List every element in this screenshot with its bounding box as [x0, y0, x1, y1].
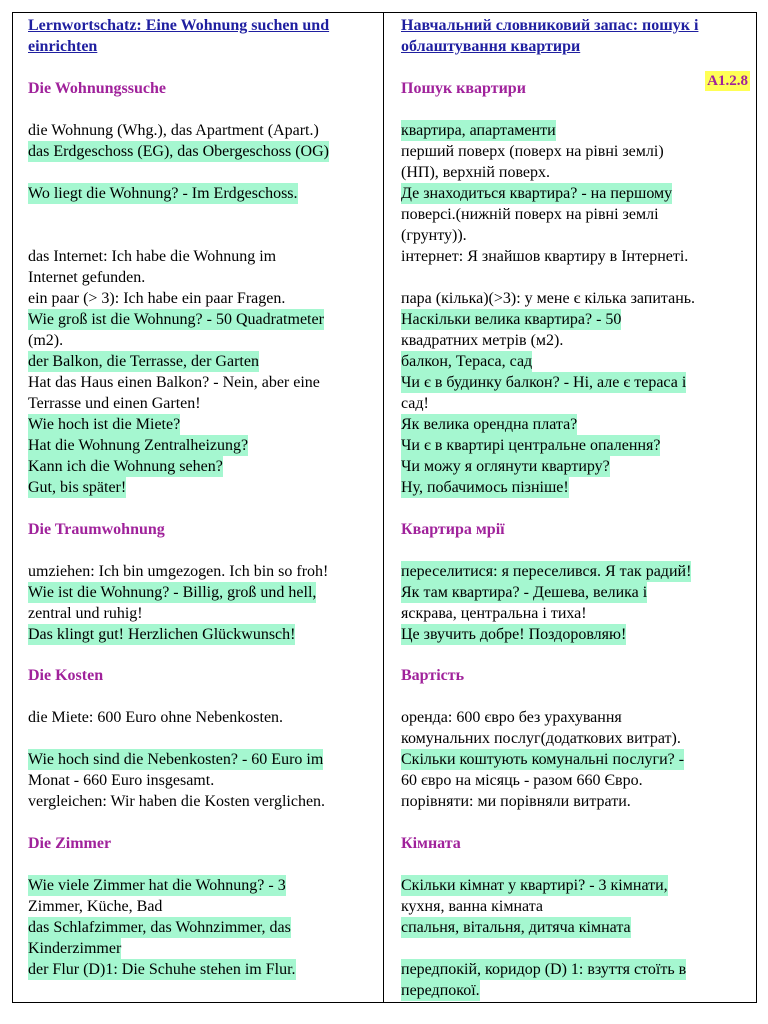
vocab-line: Wie hoch sind die Nebenkosten? - 60 Euro im [28, 751, 324, 768]
vocab-line: Чи можу я оглянути квартиру? [401, 458, 610, 475]
vocab-line: балкон, Тераса, сад [401, 353, 533, 370]
vocab-line: Wie hoch ist die Miete? [28, 416, 181, 433]
section-heading-zimmer: Die Zimmer [28, 835, 112, 852]
vocab-line: Скільки кімнат у квартирі? - 3 кімнати, [401, 877, 668, 894]
vocab-line: кухня, ванна кімната [401, 898, 544, 915]
vocab-line: Hat die Wohnung Zentralheizung? [28, 437, 249, 454]
ukrainian-title-cont: облаштування квартири [401, 38, 581, 55]
vocab-line: спальня, вітальня, дитяча кімната [401, 919, 631, 936]
vocab-line: Де знаходиться квартира? - на першому [401, 185, 673, 202]
vocab-line: Це звучить добре! Поздоровляю! [401, 626, 627, 643]
vocab-line: оренда: 600 євро без урахування [401, 709, 622, 726]
section-heading-kosten: Die Kosten [28, 667, 104, 684]
vocab-line: яскрава, центральна і тиха! [401, 605, 587, 622]
vocab-line: Gut, bis später! [28, 479, 127, 496]
vocab-line: vergleichen: Wir haben die Kosten verglichen. [28, 793, 326, 810]
vocab-line: поверсі.(нижній поверх на рівні землі [401, 206, 659, 223]
vocab-line: zentral und ruhig! [28, 605, 143, 622]
column-divider [383, 12, 384, 1003]
vocab-line: die Wohnung (Whg.), das Apartment (Apart.) [28, 122, 319, 139]
vocab-line: der Balkon, die Terrasse, der Garten [28, 353, 259, 370]
vocab-line: передпокій, коридор (D) 1: взуття стоїть в [401, 961, 687, 978]
vocab-line: порівняти: ми порівняли витрати. [401, 793, 631, 810]
vocab-line: Скільки коштують комунальні послуги? - [401, 751, 685, 768]
vocab-line: das Erdgeschoss (EG), das Obergeschoss (OG) [28, 143, 329, 160]
level-code-badge: A1.2.8 [707, 73, 748, 89]
ukrainian-title: Навчальний словниковий запас: пошук і [401, 17, 699, 34]
vocab-line: інтернет: Я знайшов квартиру в Інтернеті. [401, 248, 689, 265]
vocab-line: Terrasse und einen Garten! [28, 395, 201, 412]
vocab-line: Як там квартира? - Дешева, велика і [401, 584, 648, 601]
section-heading-kvartyra-mrii: Квартира мрії [401, 521, 505, 538]
vocab-line: (НП), верхній поверх. [401, 164, 551, 181]
vocab-line: das Internet: Ich habe die Wohnung im [28, 248, 277, 265]
vocab-line: пара (кілька)(>3): у мене є кілька запитань. [401, 290, 696, 307]
vocab-line: umziehen: Ich bin umgezogen. Ich bin so froh! [28, 563, 329, 580]
vocab-line: die Miete: 600 Euro ohne Nebenkosten. [28, 709, 284, 726]
section-heading-wohnungssuche: Die Wohnungssuche [28, 80, 166, 97]
vocab-line: переселитися: я переселився. Я так радий! [401, 563, 692, 580]
vocab-line: der Flur (D)1: Die Schuhe stehen im Flur. [28, 961, 296, 978]
vocab-line: Kinderzimmer [28, 940, 122, 957]
vocab-line: сад! [401, 395, 429, 412]
vocab-line: Wie ist die Wohnung? - Billig, groß und hell, [28, 584, 317, 601]
vocab-line: Monat - 660 Euro insgesamt. [28, 772, 215, 789]
section-heading-poshuk: Пошук квартири [401, 80, 526, 97]
vocab-line: 60 євро на місяць - разом 660 Євро. [401, 772, 643, 789]
vocab-line: Наскільки велика квартира? - 50 [401, 311, 622, 328]
german-title-cont: einrichten [28, 38, 98, 55]
vocab-line: Wo liegt die Wohnung? - Im Erdgeschoss. [28, 185, 298, 202]
vocab-line: комунальних послуг(додаткових витрат). [401, 730, 681, 747]
vocab-line: Hat das Haus einen Balkon? - Nein, aber eine [28, 374, 320, 391]
vocab-line: передпокої. [401, 982, 480, 999]
vocab-line: Zimmer, Küche, Bad [28, 898, 163, 915]
vocab-line: Wie groß ist die Wohnung? - 50 Quadratmeter [28, 311, 324, 328]
vocabulary-table [12, 12, 757, 1003]
vocab-line: Kann ich die Wohnung sehen? [28, 458, 223, 475]
vocab-line: Чи є в будинку балкон? - Ні, але є тераса і [401, 374, 687, 391]
vocab-line: Ну, побачимось пізніше! [401, 479, 569, 496]
vocab-line: Wie viele Zimmer hat die Wohnung? - 3 [28, 877, 286, 894]
vocab-line: квартира, апартаменти [401, 122, 556, 139]
section-heading-traumwohnung: Die Traumwohnung [28, 521, 165, 538]
vocab-line: ein paar (> 3): Ich habe ein paar Fragen. [28, 290, 286, 307]
vocab-line: Internet gefunden. [28, 269, 146, 286]
german-title: Lernwortschatz: Eine Wohnung suchen und [28, 17, 330, 34]
vocab-line: квадратних метрів (м2). [401, 332, 564, 349]
vocab-line: перший поверх (поверх на рівні землі) [401, 143, 664, 160]
vocab-line: Das klingt gut! Herzlichen Glückwunsch! [28, 626, 296, 643]
section-heading-vartist: Вартість [401, 667, 465, 684]
section-heading-kimnata: Кімната [401, 835, 461, 852]
vocab-line: (грунту)). [401, 227, 467, 244]
vocab-line: Як велика орендна плата? [401, 416, 578, 433]
vocab-line: Чи є в квартирі центральне опалення? [401, 437, 661, 454]
vocab-line: (m2). [28, 332, 64, 349]
vocab-line: das Schlafzimmer, das Wohnzimmer, das [28, 919, 291, 936]
